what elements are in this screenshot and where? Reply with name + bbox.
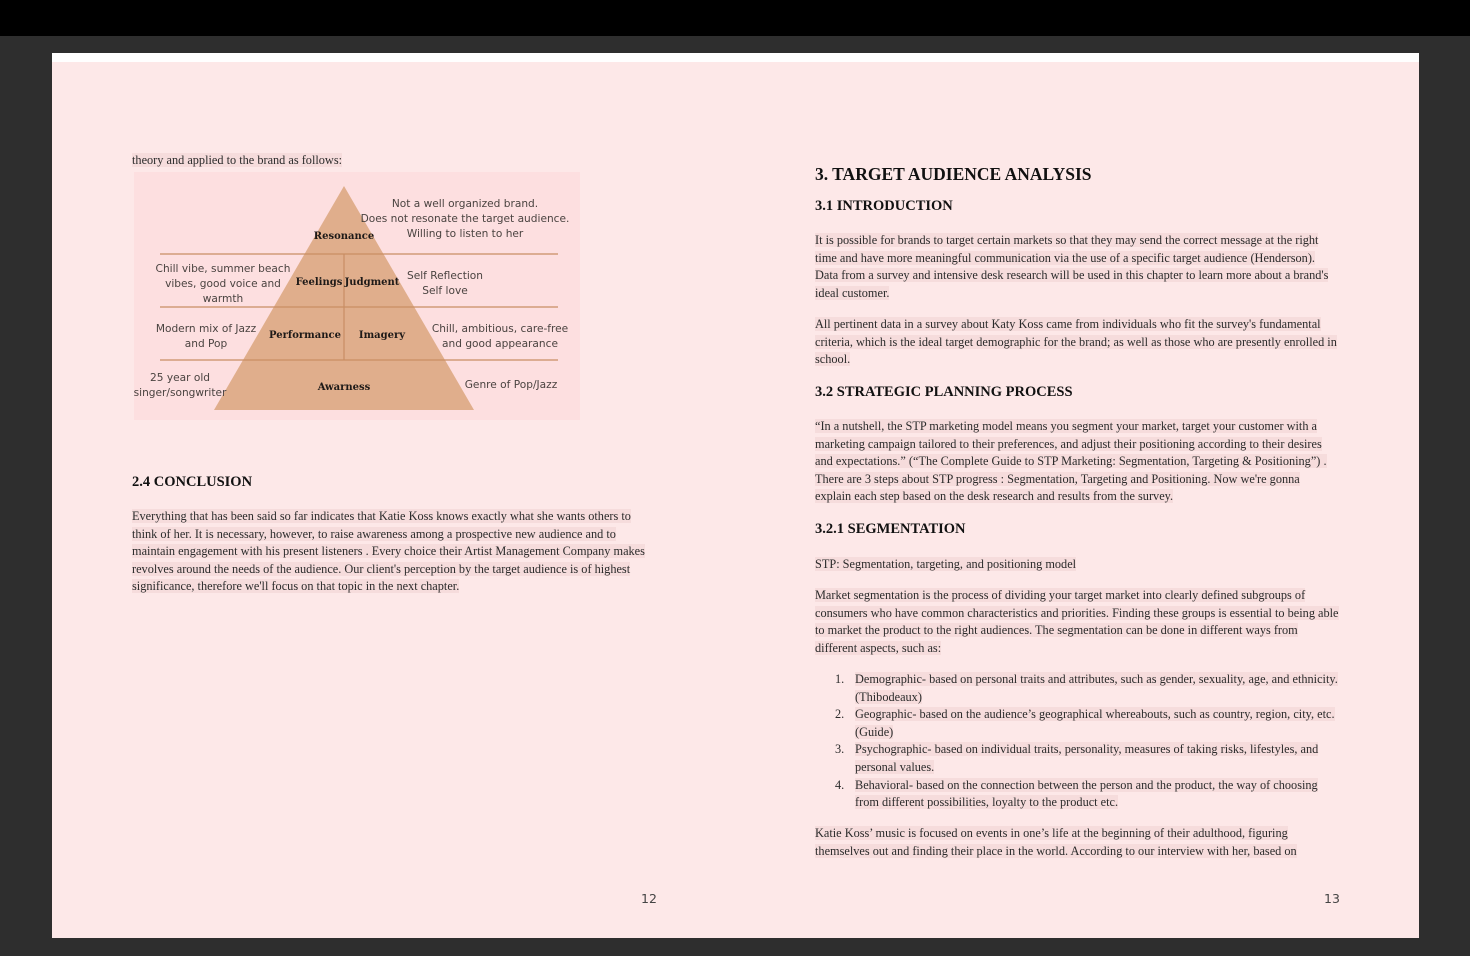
intro-p2-line: All pertinent data in a survey about Katy Koss came from individuals who fit the survey's fundamental (815, 317, 1321, 331)
page-number-left: 12 (641, 891, 657, 906)
list-line: Behavioral- based on the connection between the person and the product, the way of choosing (855, 777, 1318, 792)
stp-line: There are 3 steps about STP progress : Segmentation, Targeting and Positioning. Now we're gonna (815, 471, 1300, 486)
stp-line: explain each step based on the desk research and results from the survey. (815, 489, 1174, 504)
chapter-title-text: 3. TARGET AUDIENCE ANALYSIS (815, 164, 1092, 184)
list-number: 2. (835, 707, 845, 722)
list-item (815, 741, 1355, 776)
viewer-top-bar (0, 0, 1470, 36)
note-judgment-1: Self Reflection (407, 270, 483, 282)
note-feelings-1: Chill vibe, summer beach (155, 263, 291, 275)
segmentation-line: to market the product to the right audiences. The segmentation can be done in different ways from (815, 623, 1298, 638)
note-resonance-2: Does not resonate the target audience. (360, 213, 570, 225)
note-feelings-3: warmth (202, 293, 244, 305)
intro-line-text: theory and applied to the brand as follows: (132, 153, 343, 167)
list-line: Demographic- based on personal traits and attributes, such as gender, sexuality, age, and ethnicity. (855, 672, 1338, 686)
note-feelings-2: vibes, good voice and (165, 278, 281, 290)
list-line: Psychographic- based on individual traits, personality, measures of taking risks, lifestyles, and (855, 742, 1319, 757)
list-line: (Thibodeaux) (855, 689, 922, 704)
segmentation-heading-text: 3.2.1 SEGMENTATION (815, 521, 966, 537)
note-resonance-3: Willing to listen to her (406, 228, 524, 240)
level-awareness: Awarness (317, 382, 371, 393)
conclusion-heading (132, 474, 252, 491)
segmentation-heading (815, 521, 966, 538)
stp-line: “In a nutshell, the STP marketing model means you segment your market, target your customer with a (815, 419, 1318, 433)
page-number-right: 13 (1324, 891, 1340, 906)
note-judgment-2: Self love (422, 285, 468, 297)
stp-line: and expectations.” (“The Complete Guide to STP Marketing: Segmentation, Targeting & Positioning”) . (815, 454, 1327, 469)
list-number: 4. (835, 777, 845, 792)
segmentation-line: Market segmentation is the process of dividing your target market into clearly defined subgroups of (815, 588, 1306, 602)
list-number: 3. (835, 742, 845, 757)
list-line: (Guide) (855, 724, 894, 739)
closing-paragraph (815, 825, 1355, 860)
segmentation-paragraph (815, 587, 1355, 657)
list-item (815, 777, 1355, 812)
list-line: Geographic- based on the audience’s geographical whereabouts, such as country, region, city, etc. (855, 707, 1335, 722)
conclusion-line: significance, therefore we'll focus on that topic in the next chapter. (132, 579, 460, 594)
intro-heading-text: 3.1 INTRODUCTION (815, 198, 953, 214)
list-line: personal values. (855, 759, 935, 774)
stp-heading (815, 384, 1073, 401)
intro-paragraph-1 (815, 232, 1355, 302)
intro-p1-line: It is possible for brands to target certain markets so that they may send the correct message at the right (815, 233, 1319, 247)
intro-p1-line: Data from a survey and intensive desk research will be used in this chapter to learn more about a brand's (815, 268, 1329, 283)
conclusion-paragraph (132, 508, 672, 596)
list-line: from different possibilities, loyalty to the product etc. (855, 795, 1119, 810)
list-item (815, 706, 1355, 741)
document-spread (52, 53, 1419, 938)
level-feelings: Feelings (295, 277, 343, 288)
stp-paragraph (815, 418, 1355, 506)
intro-p2-line: school. (815, 352, 851, 367)
stp-heading-text: 3.2 STRATEGIC PLANNING PROCESS (815, 384, 1073, 400)
conclusion-line: Everything that has been said so far indicates that Katie Koss knows exactly what she wants others to (132, 509, 631, 523)
intro-heading (815, 198, 953, 215)
segmentation-line: consumers who have common characteristics and priorities. Finding these groups is essential to being able (815, 605, 1339, 620)
list-item (815, 671, 1355, 706)
note-awareness-right: Genre of Pop/Jazz (464, 379, 558, 391)
segmentation-line: different aspects, such as: (815, 640, 942, 655)
intro-paragraph-2 (815, 316, 1355, 369)
note-performance-1: Modern mix of Jazz (155, 323, 257, 335)
note-awareness-left-2: singer/songwriter (134, 387, 227, 399)
note-imagery-1: Chill, ambitious, care-free (431, 323, 569, 335)
segmentation-subtitle (815, 556, 1076, 574)
level-resonance: Resonance (313, 231, 375, 242)
note-imagery-2: and good appearance (442, 338, 558, 350)
conclusion-line: revolves around the needs of the audience. Our client's perception by the target audience is of highest (132, 561, 631, 576)
conclusion-line: maintain engagement with his present listeners . Every choice their Artist Management Company makes (132, 544, 645, 559)
note-resonance-1: Not a well organized brand. (391, 198, 539, 210)
pyramid-svg (134, 172, 584, 424)
segmentation-subtitle-text: STP: Segmentation, targeting, and positioning model (815, 557, 1077, 571)
intro-p1-line: ideal customer. (815, 285, 890, 300)
intro-p2-line: criteria, which is the ideal target demographic for the brand; as well as those who are presently enrolled in (815, 334, 1337, 349)
level-judgment: Judgment (344, 277, 400, 288)
closing-line: Katie Koss’ music is focused on events in one’s life at the beginning of their adulthood, figuring (815, 826, 1288, 840)
stp-line: marketing campaign tailored to their preferences, and adjust their positioning according to their desires (815, 436, 1322, 451)
segmentation-list (815, 671, 1355, 812)
chapter-title (815, 164, 1092, 185)
closing-line: themselves out and finding their place in the world. According to our interview with her, based on (815, 843, 1297, 858)
conclusion-heading-text: 2.4 CONCLUSION (132, 474, 253, 490)
level-imagery: Imagery (358, 330, 406, 341)
conclusion-line: think of her. It is necessary, however, to raise awareness among a prospective new audience and to (132, 526, 616, 541)
intro-line (132, 152, 342, 170)
level-performance: Performance (269, 330, 341, 341)
note-awareness-left-1: 25 year old (150, 372, 210, 384)
list-number: 1. (835, 672, 845, 686)
note-performance-2: and Pop (184, 338, 228, 350)
intro-p1-line: time and have more meaningful communication via the use of a specific target audience (Henderson). (815, 250, 1315, 265)
brand-resonance-pyramid (132, 170, 582, 422)
